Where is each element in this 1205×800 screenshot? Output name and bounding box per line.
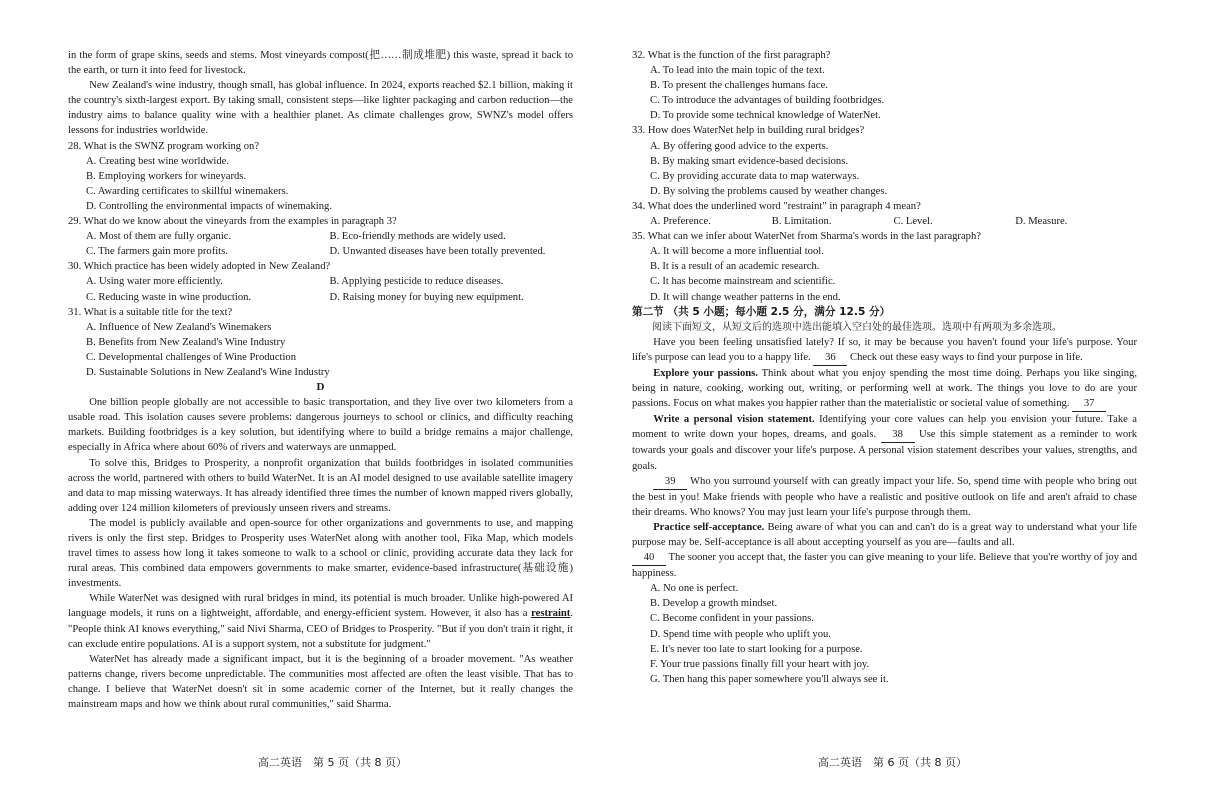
question-32-option-b: B. To present the challenges humans face. [650,80,828,92]
question-29-stem: 29. What do we know about the vineyards from the examples in paragraph 3? [68,216,397,228]
gap-option-e: E. It's never too late to start looking for a purpose. [650,643,863,655]
heading-explore-passions: Explore your passions. [653,367,758,379]
blank-36: 36 [813,350,847,366]
gap-fill-paragraph-5-text-a: Being aware of what you can and can't do is a great way to understand what your life purpose may be. Self-acceptance is all about accepting yourself as you are—faults and all. [632,521,1137,548]
question-35-option-a: A. It will become a more influential tool. [650,246,824,258]
right-page-column [632,48,1137,687]
question-28-option-b: B. Employing workers for wineyards. [86,170,247,182]
question-30-options-row-2 [68,290,573,305]
question-29-option-a: A. Most of them are fully organic. [86,231,232,243]
paragraph-intro: in the form of grape skins, seeds and stems. Most vineyards compost(把……制成堆肥) this waste, spread it back to the earth, or turn it into feed for livestock. [68,50,573,77]
gap-fill-paragraph-3-text-b: Use this simple statement as a reminder to work towards your goals and discover your life's purpose. A personal vision statement describes your values, strengths, and goals. [632,429,1137,472]
blank-39: 39 [653,474,687,490]
gap-option-b: B. Develop a growth mindset. [650,598,778,610]
question-30-option-a: A. Using water more efficiently. [86,276,223,288]
question-33-option-c: C. By providing accurate data to map waterways. [650,170,860,182]
blank-37: 37 [1072,396,1106,412]
question-29-option-b: B. Eco-friendly methods are widely used. [329,231,506,243]
question-35-option-b: B. It is a result of an academic research. [650,261,820,273]
question-30-stem: 30. Which practice has been widely adopted in New Zealand? [68,261,331,273]
question-31-option-d: D. Sustainable Solutions in New Zealand's Wine Industry [86,366,330,378]
gap-option-d: D. Spend time with people who uplift you. [650,628,831,640]
question-35-option-d: D. It will change weather patterns in the end. [650,291,841,303]
gap-option-f: F. Your true passions finally fill your heart with joy. [650,658,870,670]
question-30-option-d: D. Raising money for buying new equipment. [329,291,524,303]
question-32-option-d: D. To provide some technical knowledge of WaterNet. [650,110,881,122]
gap-option-a: A. No one is perfect. [650,583,739,595]
gap-fill-paragraph-4 [632,474,1137,520]
question-29-option-d: D. Unwanted diseases have been totally prevented. [329,246,546,258]
blank-38: 38 [881,427,915,443]
question-34-option-a: A. Preference. [650,216,711,228]
paragraph-4-text-b: . "People think AI knows everything," said Nivi Sharma, CEO of Bridges to Prosperity. "But if you don't train it right, it can exclude entire populations. AI is a support system, not a substitute for judgment." [68,608,573,650]
blank-40: 40 [632,550,666,566]
gap-fill-paragraph-1-text-b: Check out these easy ways to find your purpose in life. [847,351,1083,363]
question-32-option-a: A. To lead into the main topic of the text. [650,65,825,77]
question-31-option-c: C. Developmental challenges of Wine Production [86,351,297,363]
question-33-option-b: B. By making smart evidence-based decisions. [650,155,848,167]
question-28-option-c: C. Awarding certificates to skillful winemakers. [86,185,289,197]
question-35-stem: 35. What can we infer about WaterNet from Sharma's words in the last paragraph? [632,231,981,243]
question-34-option-c: C. Level. [893,216,933,228]
question-34-option-d: D. Measure. [1015,216,1068,228]
question-30-options-row-1 [68,274,573,289]
gap-fill-paragraph-5-text-b: The sooner you accept that, the faster you can give meaning to your life. Believe that you're worthy of joy and happiness. [632,552,1137,580]
section-d-heading: D [316,381,325,394]
passage-d-paragraph-3: The model is publicly available and open-source for other organizations and governments to use, and mapping rivers is only the first step. Bridges to Prosperity uses WaterNet along with another tool, Fika Map, which models travel times to assess how long it takes someone to walk to a school or clinic, providing accurate data they lack for rural areas. This combined data empowers governments to make smarter, evidence-based infrastructure(基础设施) investments. [68,517,573,590]
question-28-stem: 28. What is the SWNZ program working on? [68,140,260,152]
gap-fill-paragraph-5-continued [632,550,1137,581]
question-30-option-b: B. Applying pesticide to reduce diseases. [329,276,504,288]
gap-fill-paragraph-1 [632,335,1137,366]
question-30-option-c: C. Reducing waste in wine production. [86,291,252,303]
question-34-options-row [632,214,1137,229]
question-28-option-d: D. Controlling the environmental impacts of winemaking. [86,200,332,212]
page-footer-right: 高二英语 第 6 页（共 8 页） [818,756,967,769]
gap-fill-paragraph-2-text: Think about what you enjoy spending the most time doing. Perhaps you like singing, being in nature, cooking, working out, writing, or performing well at work. The things you love to do are your passions. Focus on what makes you happier rather than the materialistic or societal value of something. [632,367,1137,410]
question-31-stem: 31. What is a suitable title for the text? [68,306,233,318]
question-34-stem: 34. What does the underlined word "restraint" in paragraph 4 mean? [632,200,921,212]
gap-option-c: C. Become confident in your passions. [650,613,814,625]
question-29-options-row-1 [68,229,573,244]
question-29-option-c: C. The farmers gain more profits. [86,246,228,258]
question-34-option-b: B. Limitation. [771,216,832,228]
paragraph-4-text-a: While WaterNet was designed with rural bridges in mind, its potential is much broader. Unlike high-powered AI language models, it runs on a lightweight, affordable, and energy-efficient system. However, it also has a [68,593,573,620]
question-35-option-c: C. It has become mainstream and scientific. [650,276,836,288]
gap-fill-paragraph-1-text-a: Have you been feeling unsatisfied lately? If so, it may be because you haven't found your life's purpose. Your life's purpose can lead you to a happy life. [632,336,1137,363]
question-31-option-a: A. Influence of New Zealand's Winemakers [86,321,272,333]
passage-d-paragraph-2: To solve this, Bridges to Prosperity, a nonprofit organization that builds footbridges in isolated communities across the world, partnered with others to build WaterNet. It is an AI model designed to use available satellite imagery and data to map missing waterways. It has already identified three times the number of known mapped rivers globally, adding over 124 million kilometers of previously unseen rivers and streams. [68,457,573,514]
gap-fill-paragraph-2 [632,366,1137,412]
gap-option-g: G. Then hang this paper somewhere you'll always see it. [650,673,889,685]
passage-d-paragraph-5: WaterNet has already made a significant impact, but it is the beginning of a broader movement. "As weather patterns change, rivers become unpredictable. The communities most affected are often the least visible. That has to change. I believe that WaterNet doesn't sit in some academic corner of the Internet, but it really changes the mainstream maps and how we think about rural communities," said Sharma. [68,653,573,711]
left-page-column [68,48,573,712]
gap-fill-paragraph-4-text: Who you surround yourself with can greatly impact your life. So, spend time with people who bring out the best in you! Make friends with people who have a realistic and positive outlook on life and aren't afraid to chase their dreams. Who knows? You may just learn your life's purpose through them. [632,475,1137,518]
passage-d-paragraph-4 [68,591,573,651]
question-28-option-a: A. Creating best wine worldwide. [86,155,229,167]
paragraph-export: New Zealand's wine industry, though small, has global influence. In 2024, exports reached $2.1 billion, making it the country's sixth-largest export. By taking small, consistent steps—like lighter packaging and carbon reduction—the industry aims to balance quality wine with a healthier planet. As climate challenges grow, SWNZ's model offers lessons for industries worldwide. [68,80,573,137]
question-33-option-a: A. By offering good advice to the experts. [650,140,829,152]
question-32-stem: 32. What is the function of the first paragraph? [632,50,831,61]
question-32-option-c: C. To introduce the advantages of building footbridges. [650,95,885,107]
heading-vision-statement: Write a personal vision statement. [653,414,815,426]
heading-self-acceptance: Practice self-acceptance. [653,521,765,533]
passage-d-paragraph-1: One billion people globally are not accessible to basic transportation, and they live over two kilometers from a usable road. This isolation causes severe problems: dangerous journeys to school or clinics, and difficulty reaching markets. Building footbridges is a key solution, but identifying where to build a bridge remains a major challenge, especially in Africa where about 60% of rivers and waterways are unmapped. [68,397,573,454]
section-2-instructions: 阅读下面短文，从短文后的选项中选出能填入空白处的最佳选项。选项中有两项为多余选项。 [652,321,1062,333]
gap-fill-paragraph-3 [632,412,1137,473]
gap-fill-paragraph-5 [632,520,1137,550]
question-33-option-d: D. By solving the problems caused by weather changes. [650,185,888,197]
page-footer-left: 高二英语 第 5 页（共 8 页） [258,756,407,769]
section-2-heading: 第二节 （共 5 小题；每小题 2.5 分，满分 12.5 分） [632,305,891,318]
gap-fill-paragraph-3-text-a: Identifying your core values can help you envision your future. Take a moment to write down your hopes, dreams, and goals. [632,414,1137,441]
question-29-options-row-2 [68,244,573,259]
underlined-word-restraint: restraint [531,608,571,620]
question-31-option-b: B. Benefits from New Zealand's Wine Industry [86,336,286,348]
question-33-stem: 33. How does WaterNet help in building rural bridges? [632,125,865,137]
